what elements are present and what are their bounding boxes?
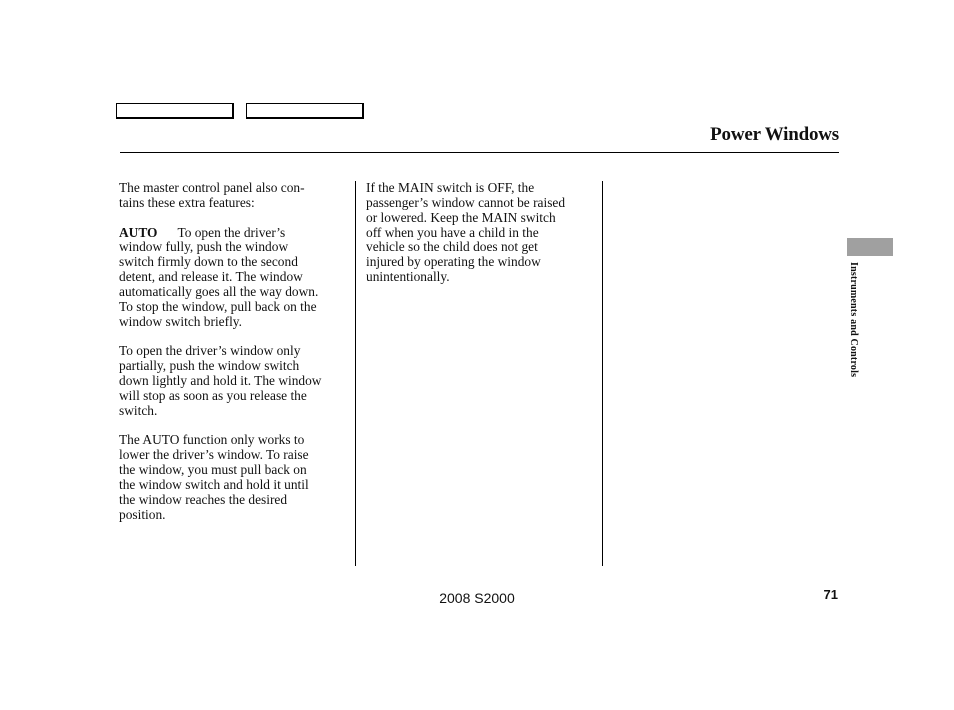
column-divider bbox=[355, 181, 356, 566]
page-number: 71 bbox=[823, 587, 838, 602]
column-divider bbox=[602, 181, 603, 566]
title-rule bbox=[120, 152, 839, 153]
text-line: The master control panel also con- bbox=[119, 180, 305, 195]
text-line: detent, and release it. The window bbox=[119, 269, 303, 285]
main-switch-paragraph bbox=[366, 181, 594, 285]
text-line: window fully, push the window bbox=[119, 239, 289, 255]
text-line: unintentionally. bbox=[366, 269, 450, 285]
text-line: passenger’s window cannot be raised bbox=[366, 194, 566, 210]
text-line: switch firmly down to the second bbox=[119, 254, 298, 270]
text-line: switch. bbox=[119, 402, 158, 418]
page-title: Power Windows bbox=[710, 124, 839, 145]
auto-function-paragraph bbox=[119, 433, 347, 522]
previous-page-button[interactable] bbox=[116, 103, 234, 119]
text-line: tains these extra features: bbox=[119, 194, 255, 210]
text-line: down lightly and hold it. The window bbox=[119, 372, 322, 388]
text-line: lower the driver’s window. To raise bbox=[119, 447, 309, 463]
text-line: the window switch and hold it until bbox=[119, 476, 309, 492]
text-line: injured by operating the window bbox=[366, 254, 541, 270]
intro-paragraph bbox=[119, 181, 347, 211]
text-line: To open the driver’s window only bbox=[119, 343, 301, 359]
text-line: position. bbox=[119, 506, 166, 522]
text-line: or lowered. Keep the MAIN switch bbox=[366, 209, 556, 225]
text-line: will stop as soon as you release the bbox=[119, 387, 307, 403]
text-line bbox=[119, 226, 347, 241]
auto-heading: AUTO bbox=[119, 224, 158, 240]
footer-model: 2008 S2000 bbox=[439, 590, 515, 606]
text-line: vehicle so the child does not get bbox=[366, 239, 538, 255]
text-line: off when you have a child in the bbox=[366, 224, 539, 240]
text-line: automatically goes all the way down. bbox=[119, 283, 319, 299]
section-tab bbox=[847, 238, 893, 256]
text-line: the window, you must pull back on bbox=[119, 462, 307, 478]
auto-first-line: To open the driver’s bbox=[177, 224, 286, 240]
next-page-button[interactable] bbox=[246, 103, 364, 119]
partial-open-paragraph bbox=[119, 344, 347, 418]
text-line: window switch briefly. bbox=[119, 313, 242, 329]
section-label: Instruments and Controls bbox=[848, 262, 859, 378]
text-column-left bbox=[119, 181, 347, 537]
text-line: the window reaches the desired bbox=[119, 491, 288, 507]
text-line: To stop the window, pull back on the bbox=[119, 298, 317, 314]
text-line: If the MAIN switch is OFF, the bbox=[366, 180, 535, 195]
text-column-middle bbox=[366, 181, 594, 300]
text-line: partially, push the window switch bbox=[119, 358, 300, 374]
auto-paragraph bbox=[119, 226, 347, 330]
text-line: The AUTO function only works to bbox=[119, 432, 305, 448]
